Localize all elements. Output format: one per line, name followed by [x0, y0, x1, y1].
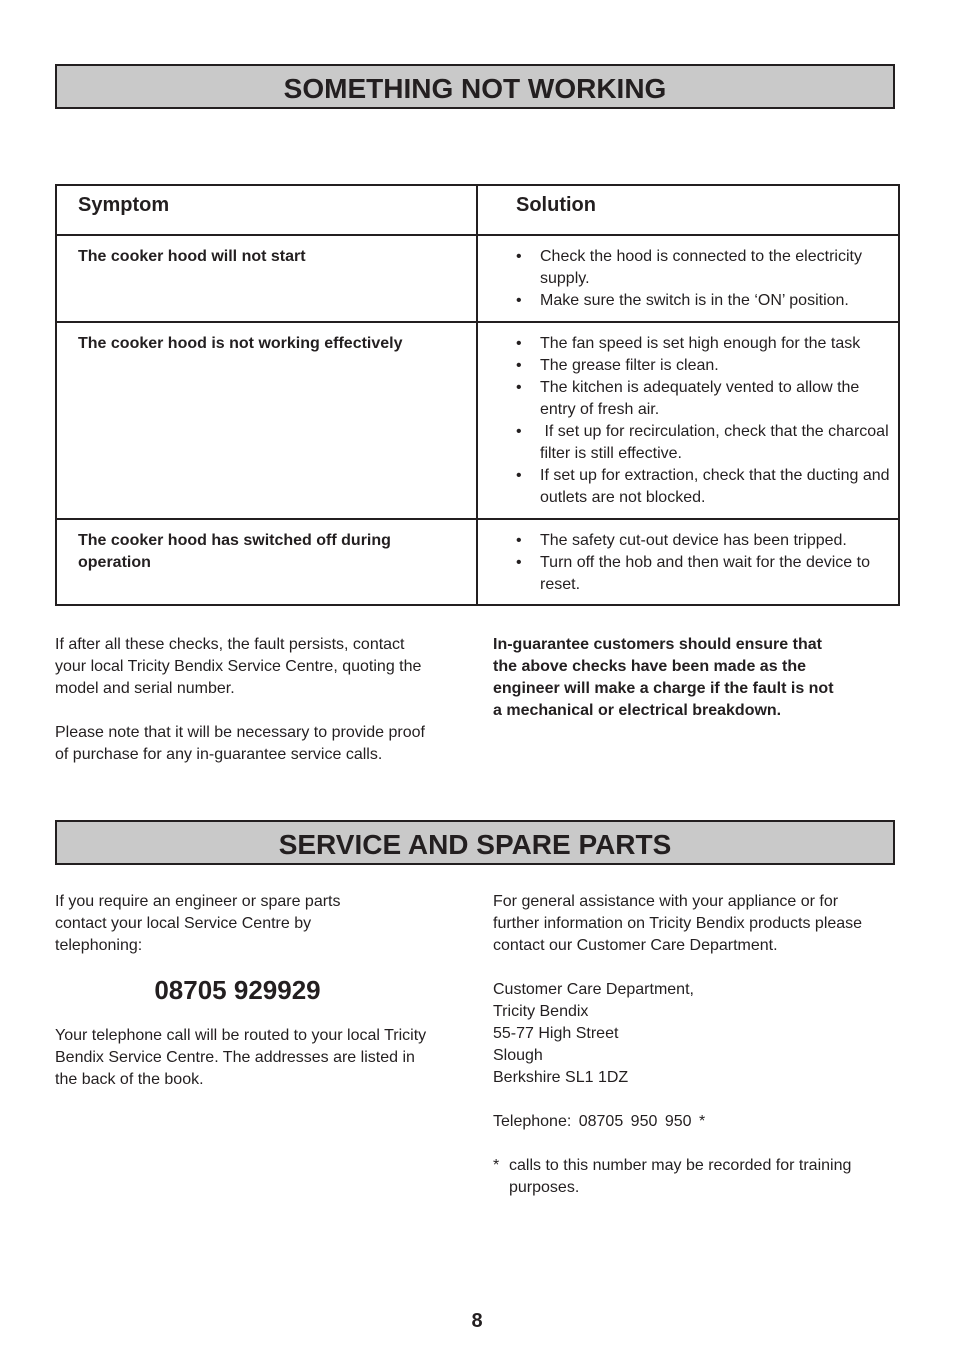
- bullet-icon: •: [516, 554, 522, 571]
- list-item: [516, 377, 890, 421]
- solution-text: If set up for extraction, check that the ducting and outlets are not blocked.: [540, 467, 890, 506]
- symptom-cell: The cooker hood has switched off during operation: [56, 519, 477, 605]
- solution-text: The kitchen is adequately vented to allow the entry of fresh air.: [540, 379, 860, 418]
- list-item: [516, 290, 890, 312]
- bullet-icon: •: [516, 292, 522, 309]
- address-line: Slough: [493, 1047, 543, 1064]
- bullet-icon: •: [516, 357, 522, 374]
- list-item: [516, 465, 890, 509]
- fault-persists-paragraph: If after all these checks, the fault persists, contact your local Tricity Bendix Service Centre, quoting the model and serial number.: [55, 636, 422, 697]
- address-line: Berkshire SL1 1DZ: [493, 1069, 629, 1086]
- solution-cell: [477, 519, 899, 605]
- table-header-row: [56, 185, 899, 235]
- solution-text: Check the hood is connected to the electricity supply.: [540, 248, 862, 287]
- customer-care-address: [493, 979, 903, 1089]
- symptom-header: Symptom: [56, 185, 477, 235]
- list-item: [516, 355, 890, 377]
- bullet-icon: •: [516, 467, 522, 484]
- list-item: [516, 552, 890, 596]
- solution-cell: [477, 235, 899, 322]
- table-row: [56, 235, 899, 322]
- bullet-icon: •: [516, 335, 522, 352]
- customer-care-paragraph: For general assistance with your appliance or for further information on Tricity Bendix products please contact our Customer Care Department.: [493, 893, 863, 954]
- call-routing-paragraph: Your telephone call will be routed to your local Tricity Bendix Service Centre. The addresses are listed in the back of the book.: [55, 1027, 427, 1088]
- proof-of-purchase-paragraph: Please note that it will be necessary to provide proof of purchase for any in-guarantee service calls.: [55, 724, 425, 763]
- solution-text: If set up for recirculation, check that the charcoal filter is still effective.: [540, 423, 894, 462]
- list-item: [516, 530, 890, 552]
- solution-text: Turn off the hob and then wait for the device to reset.: [540, 554, 870, 593]
- solution-list: [516, 246, 890, 312]
- service-intro: If you require an engineer or spare parts contact your local Service Centre by telephoning:: [55, 893, 341, 954]
- solution-list: [516, 333, 894, 509]
- list-item: [516, 421, 894, 465]
- table-row: [56, 322, 899, 519]
- solution-list: [516, 530, 890, 596]
- table-row: [56, 519, 899, 605]
- solution-text: The grease filter is clean.: [540, 357, 719, 374]
- section-title-something-not-working: SOMETHING NOT WORKING: [55, 64, 895, 109]
- guarantee-note: In-guarantee customers should ensure that the above checks have been made as the engineer will make a charge if the fault is not a mechanical or electrical breakdown.: [493, 636, 834, 719]
- solution-text: Make sure the switch is in the ‘ON’ position.: [540, 292, 849, 309]
- symptom-cell: The cooker hood will not start: [56, 235, 477, 322]
- bullet-icon: •: [516, 248, 522, 265]
- footnote-marker: *: [493, 1157, 500, 1174]
- solution-text: The safety cut-out device has been tripped.: [540, 532, 847, 549]
- solution-text: The fan speed is set high enough for the task: [540, 335, 861, 352]
- list-item: [516, 246, 890, 290]
- symptom-cell: The cooker hood is not working effectively: [56, 322, 477, 519]
- service-phone-number: 08705 929929: [154, 975, 321, 1005]
- troubleshooting-table: [55, 184, 900, 606]
- address-line: Tricity Bendix: [493, 1003, 589, 1020]
- footnote-text: calls to this number may be recorded for training purposes.: [509, 1157, 852, 1196]
- recording-footnote: [493, 1155, 903, 1199]
- bullet-icon: •: [516, 532, 522, 549]
- bullet-icon: •: [516, 423, 522, 440]
- list-item: [516, 333, 890, 355]
- service-left-column: [55, 891, 430, 1113]
- solution-header: Solution: [477, 185, 899, 235]
- address-line: 55-77 High Street: [493, 1025, 619, 1042]
- fault-persists-column: [55, 634, 425, 788]
- address-line: Customer Care Department,: [493, 981, 694, 998]
- page-number: 8: [471, 1310, 483, 1332]
- bullet-icon: •: [516, 379, 522, 396]
- customer-care-telephone: Telephone: 08705 950 950 *: [493, 1113, 706, 1130]
- section-title-service-and-spare-parts: SERVICE AND SPARE PARTS: [55, 820, 895, 865]
- solution-cell: [477, 322, 899, 519]
- service-right-column: [493, 891, 903, 1199]
